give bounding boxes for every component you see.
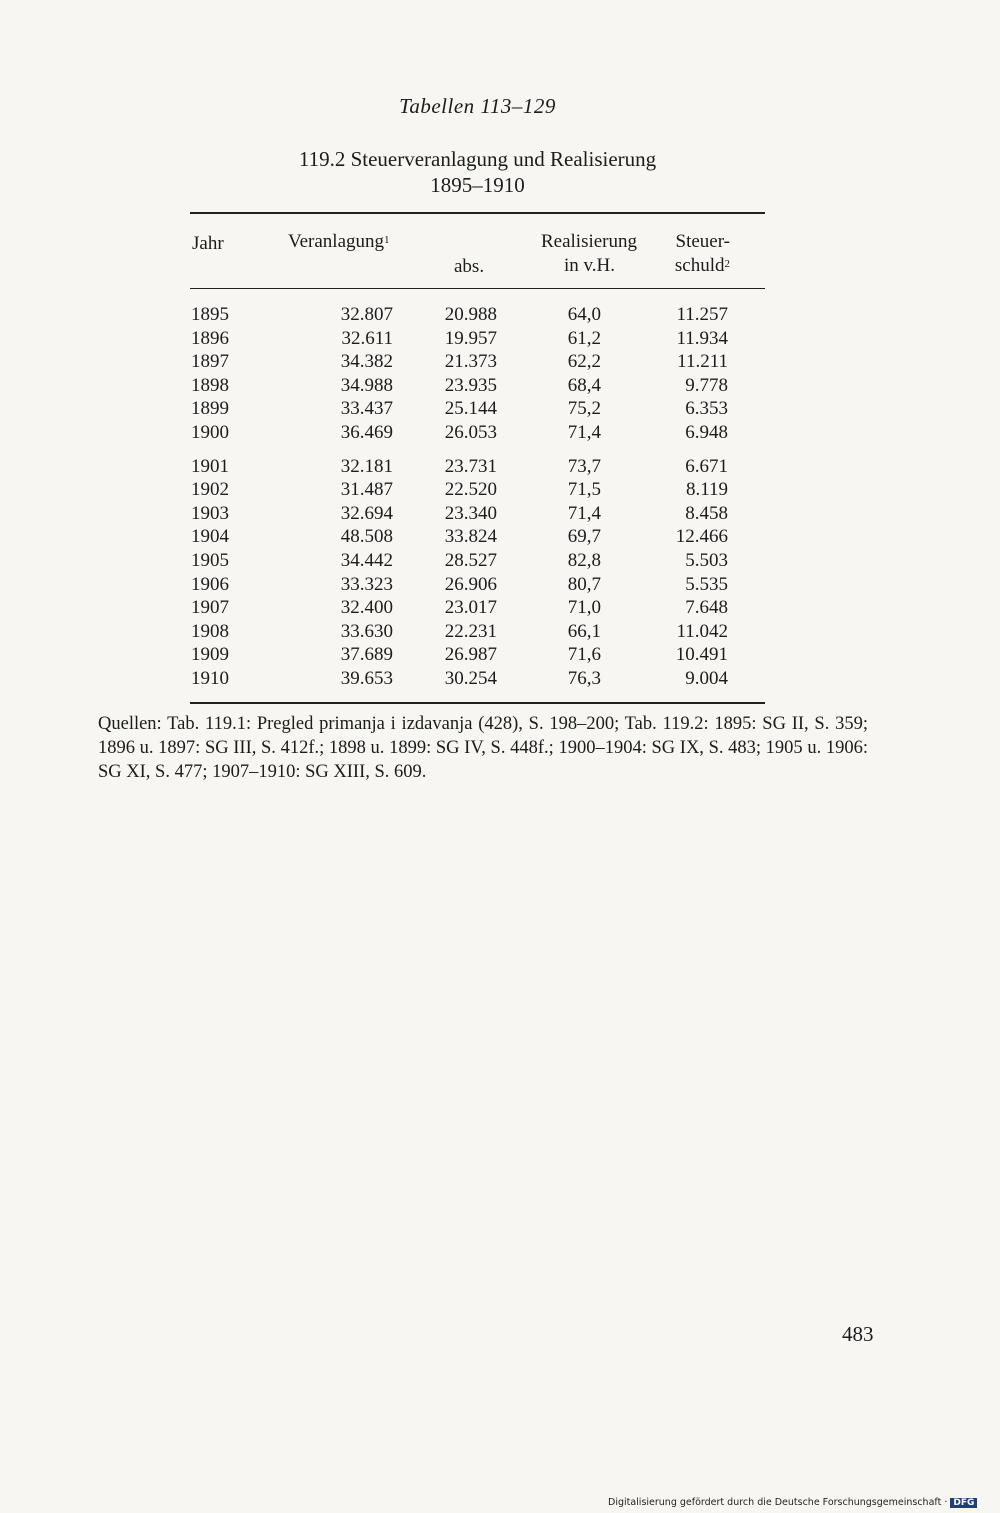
- table-row: [190, 304, 765, 328]
- cell-realisierung-pct: 71,4: [567, 421, 601, 443]
- cell-realisierung-pct: 71,6: [567, 644, 601, 666]
- cell-realisierung-pct: 69,7: [567, 526, 601, 548]
- cell-steuerschuld: 11.042: [676, 620, 728, 642]
- cell-veranlagung: 33.630: [340, 620, 393, 642]
- table-row: [190, 398, 765, 422]
- cell-jahr: 1907: [191, 597, 229, 619]
- cell-veranlagung: 32.400: [340, 597, 393, 619]
- table-row: [190, 668, 765, 692]
- header-jahr: Jahr: [192, 233, 224, 254]
- header-steuerschuld-line1: Steuer-: [675, 231, 730, 252]
- cell-abs: 30.254: [444, 667, 497, 689]
- table-row: [190, 550, 765, 574]
- table-row: [190, 621, 765, 645]
- cell-steuerschuld: 11.934: [676, 327, 728, 349]
- cell-abs: 23.935: [444, 374, 497, 396]
- cell-veranlagung: 33.437: [340, 398, 393, 420]
- cell-realisierung-pct: 71,4: [567, 502, 601, 524]
- cell-abs: 22.520: [444, 479, 497, 501]
- cell-jahr: 1910: [191, 667, 229, 689]
- cell-abs: 23.017: [444, 597, 497, 619]
- cell-veranlagung: 48.508: [340, 526, 393, 548]
- cell-realisierung-pct: 82,8: [567, 549, 601, 571]
- running-head: Tabellen 113–129: [399, 94, 556, 118]
- cell-steuerschuld: 5.535: [685, 573, 728, 595]
- table-title-line2: 1895–1910: [430, 173, 525, 197]
- cell-abs: 25.144: [444, 398, 497, 420]
- cell-steuerschuld: 5.503: [685, 549, 728, 571]
- cell-steuerschuld: 11.211: [677, 351, 728, 373]
- cell-abs: 23.340: [444, 502, 497, 524]
- cell-realisierung-pct: 75,2: [567, 398, 601, 420]
- header-steuerschuld: [668, 230, 730, 278]
- cell-veranlagung: 34.988: [340, 374, 393, 396]
- cell-veranlagung: 34.442: [340, 549, 393, 571]
- header-veranlagung-label: Veranlagung: [288, 231, 385, 252]
- cell-jahr: 1895: [191, 304, 229, 325]
- cell-realisierung-pct: 76,3: [567, 667, 601, 689]
- cell-jahr: 1905: [191, 549, 229, 571]
- cell-abs: 21.373: [444, 351, 497, 373]
- cell-steuerschuld: 10.491: [675, 644, 728, 666]
- table-row: [190, 526, 765, 550]
- cell-steuerschuld: 7.648: [685, 597, 728, 619]
- cell-veranlagung: 31.487: [340, 479, 393, 501]
- cell-steuerschuld: 6.671: [685, 455, 728, 477]
- cell-jahr: 1899: [191, 398, 229, 420]
- cell-jahr: 1898: [191, 374, 229, 396]
- table-bottom-rule: [190, 702, 765, 704]
- table-body: [190, 304, 765, 692]
- cell-veranlagung: 32.694: [340, 502, 393, 524]
- table-header-rule: [190, 288, 765, 289]
- cell-veranlagung: 34.382: [340, 351, 393, 373]
- sources-note: Quellen: Tab. 119.1: Pregled primanja i izdavanja (428), S. 198–200; Tab. 119.2: 1895: SG II, S. 359; 1896 u. 1897: SG III, S. 412f.; 1898 u. 1899: SG IV, S. 448f.; 1900–1904: SG IX, S. 483; 1905 u. 1906: SG XI, S. 477; 1907–1910: SG XIII, S. 609.: [98, 714, 868, 782]
- cell-steuerschuld: 8.458: [685, 502, 728, 524]
- cell-abs: 26.987: [444, 644, 497, 666]
- cell-abs: 33.824: [444, 526, 497, 548]
- cell-realisierung-pct: 66,1: [567, 620, 601, 642]
- dfg-logo: DFG: [950, 1498, 977, 1508]
- table-row: [190, 644, 765, 668]
- table-row: [190, 479, 765, 503]
- cell-veranlagung: 37.689: [340, 644, 393, 666]
- cell-realisierung-pct: 80,7: [567, 573, 601, 595]
- cell-realisierung-pct: 71,5: [567, 479, 601, 501]
- table-row: [190, 422, 765, 446]
- cell-jahr: 1904: [191, 526, 229, 548]
- cell-veranlagung: 32.181: [340, 455, 393, 477]
- header-steuerschuld-line2: [668, 254, 730, 278]
- header-steuerschuld-label: schuld: [674, 255, 725, 276]
- cell-jahr: 1908: [191, 620, 229, 642]
- cell-abs: 28.527: [444, 549, 497, 571]
- header-abs: abs.: [454, 256, 485, 277]
- header-realisierung-line2: in v.H.: [563, 255, 615, 276]
- cell-steuerschuld: 9.004: [685, 667, 728, 689]
- cell-abs: 19.957: [444, 327, 497, 349]
- cell-jahr: 1900: [191, 421, 229, 443]
- cell-steuerschuld: 8.119: [685, 479, 728, 501]
- table-title: [190, 146, 765, 198]
- cell-steuerschuld: 11.257: [676, 304, 728, 325]
- cell-realisierung-pct: 68,4: [567, 374, 601, 396]
- cell-realisierung-pct: 71,0: [567, 597, 601, 619]
- header-steuerschuld-footnote: 2: [724, 258, 730, 270]
- cell-steuerschuld: 6.353: [685, 398, 728, 420]
- header-realisierung-line1: Realisierung: [540, 231, 637, 252]
- table-row: [190, 574, 765, 598]
- cell-jahr: 1906: [191, 573, 229, 595]
- table-row: [190, 351, 765, 375]
- cell-veranlagung: 32.807: [340, 304, 393, 325]
- cell-abs: 22.231: [444, 620, 497, 642]
- cell-steuerschuld: 6.948: [685, 421, 728, 443]
- cell-abs: 26.053: [444, 421, 497, 443]
- cell-steuerschuld: 9.778: [685, 374, 728, 396]
- table-top-rule: [190, 212, 765, 214]
- cell-veranlagung: 36.469: [340, 421, 393, 443]
- cell-veranlagung: 33.323: [340, 573, 393, 595]
- table-title-line1: 119.2 Steuerveranlagung und Realisierung: [298, 147, 657, 171]
- cell-abs: 26.906: [444, 573, 497, 595]
- table-row: [190, 375, 765, 399]
- cell-steuerschuld: 12.466: [675, 526, 728, 548]
- cell-realisierung-pct: 64,0: [567, 304, 601, 325]
- footer-text: Digitalisierung gefördert durch die Deutsche Forschungsgemeinschaft ·: [608, 1497, 948, 1508]
- header-veranlagung-footnote: 1: [384, 234, 390, 246]
- cell-jahr: 1902: [191, 479, 229, 501]
- cell-realisierung-pct: 73,7: [567, 455, 601, 477]
- cell-veranlagung: 32.611: [341, 327, 393, 349]
- table-row: [190, 456, 765, 480]
- cell-realisierung-pct: 62,2: [567, 351, 601, 373]
- cell-abs: 20.988: [444, 304, 497, 325]
- table-row: [190, 328, 765, 352]
- cell-jahr: 1901: [191, 455, 229, 477]
- table-row: [190, 503, 765, 527]
- footer: [608, 1497, 977, 1508]
- cell-jahr: 1896: [191, 327, 229, 349]
- cell-jahr: 1897: [191, 351, 229, 373]
- cell-jahr: 1903: [191, 502, 229, 524]
- cell-jahr: 1909: [191, 644, 229, 666]
- table-row: [190, 597, 765, 621]
- cell-abs: 23.731: [444, 455, 497, 477]
- cell-veranlagung: 39.653: [340, 667, 393, 689]
- cell-realisierung-pct: 61,2: [567, 327, 601, 349]
- header-realisierung: [533, 230, 637, 278]
- header-veranlagung: [288, 230, 390, 254]
- page-number: 483: [842, 1322, 874, 1346]
